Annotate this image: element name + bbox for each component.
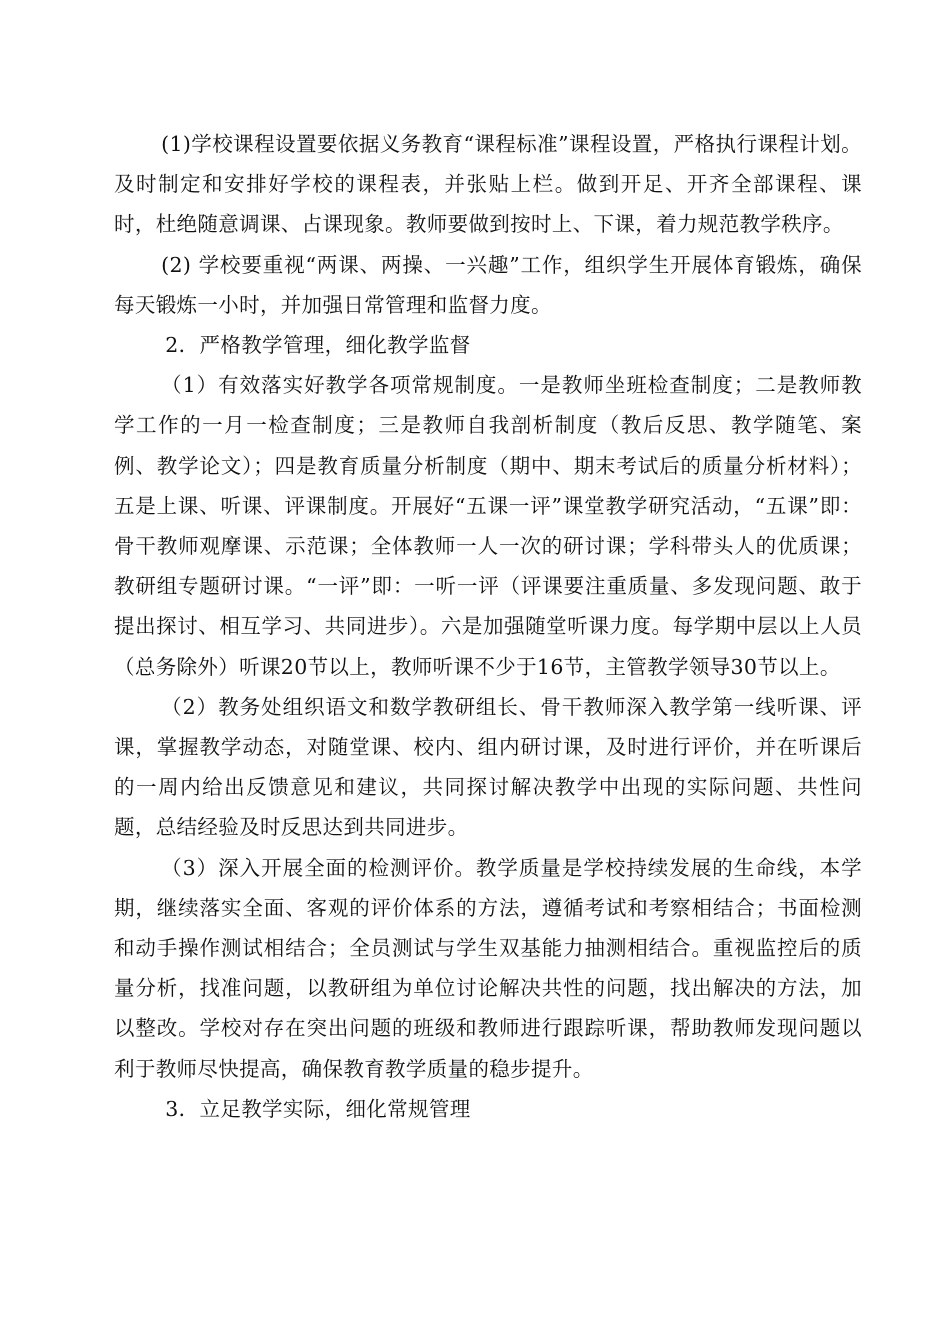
paragraph-physical-exercise: (2) 学校要重视“两课、两操、一兴趣”工作，组织学生开展体育锻炼，确保每天锻炼一小时，并加强日常管理和监督力度。 (114, 252, 862, 317)
section-heading-teaching-management: 2．严格教学管理，细化教学监督 (165, 333, 471, 358)
document-body (114, 124, 862, 1129)
paragraph-assessment: （3）深入开展全面的检测评价。教学质量是学校持续发展的生命线，本学期，继续落实全面、客观的评价体系的方法，遵循考试和考察相结合；书面检测和动手操作测试相结合；全员测试与学生双基能力抽测相结合。重视监控后的质量分析，找准问题，以教研组为单位讨论解决共性的问题，找出解决的方法，加以整改。学校对存在突出问题的班级和教师进行跟踪听课，帮助教师发现问题以利于教师尽快提高，确保教育教学质量的稳步提升。 (114, 855, 862, 1081)
paragraph-curriculum-setting: (1)学校课程设置要依据义务教育“课程标准”课程设置，严格执行课程计划。及时制定和安排好学校的课程表，并张贴上栏。做到开足、开齐全部课程、课时，杜绝随意调课、占课现象。教师要做到按时上、下课，着力规范教学秩序。 (114, 132, 862, 237)
paragraph-routine-systems: （1）有效落实好教学各项常规制度。一是教师坐班检查制度；二是教师教学工作的一月一检查制度；三是教师自我剖析制度（教后反思、教学随笔、案例、教学论文）；四是教育质量分析制度（期中、期末考试后的质量分析材料）；五是上课、听课、评课制度。开展好“五课一评”课堂教学研究活动，“五课”即：骨干教师观摩课、示范课；全体教师一人一次的研讨课；学科带头人的优质课；教研组专题研讨课。“一评”即：一听一评（评课要注重质量、多发现问题、敢于提出探讨、相互学习、共同进步）。六是加强随堂听课力度。每学期中层以上人员（总务除外）听课20节以上，教师听课不少于16节，主管教学领导30节以上。 (114, 373, 862, 679)
paragraph-lesson-observation: （2）教务处组织语文和数学教研组长、骨干教师深入教学第一线听课、评课，掌握教学动态，对随堂课、校内、组内研讨课，及时进行评价，并在听课后的一周内给出反馈意见和建议，共同探讨解决教学中出现的实际问题、共性问题，总结经验及时反思达到共同进步。 (114, 694, 862, 840)
section-heading-routine-management: 3．立足教学实际，细化常规管理 (165, 1096, 471, 1121)
